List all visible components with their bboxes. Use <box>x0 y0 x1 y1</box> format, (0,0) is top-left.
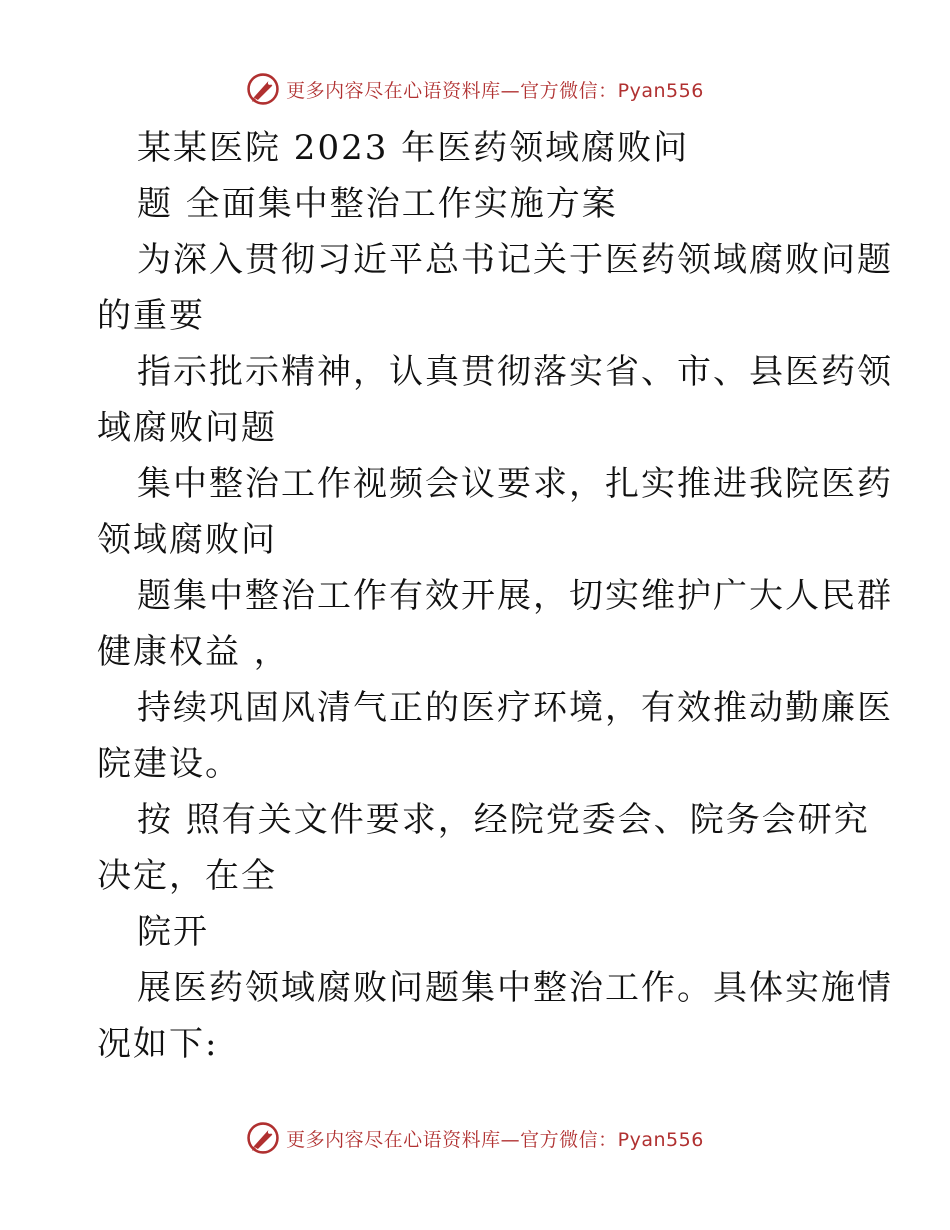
doc-paragraph-line: 按 照有关文件要求，经院党委会、院务会研究 <box>137 800 870 840</box>
watermark-text: 更多内容尽在心语资料库—官方微信：Pyan556 <box>286 1128 704 1151</box>
doc-paragraph-line: 集中整治工作视频会议要求，扎实推进我院医药 <box>137 464 893 504</box>
doc-paragraph-line: 决定，在全 <box>97 856 277 896</box>
doc-paragraph-line: 为深入贯彻习近平总书记关于医药领域腐败问题 <box>137 240 893 280</box>
doc-title-line-1: 某某医院 2023 年医药领域腐败问 <box>137 128 690 168</box>
doc-title-line-2: 题 全面集中整治工作实施方案 <box>137 184 618 224</box>
watermark-text: 更多内容尽在心语资料库—官方微信：Pyan556 <box>286 79 704 102</box>
pen-logo-icon <box>246 72 280 106</box>
doc-paragraph-line: 况如下: <box>97 1024 219 1064</box>
doc-paragraph-line: 展医药领域腐败问题集中整治工作。具体实施情 <box>137 968 893 1008</box>
doc-paragraph-line: 域腐败问题 <box>97 408 277 448</box>
doc-paragraph-line: 的重要 <box>97 296 205 336</box>
document-body <box>97 120 893 1072</box>
doc-paragraph-line: 指示批示精神，认真贯彻落实省、市、县医药领 <box>137 352 893 392</box>
doc-paragraph-line: 领域腐败问 <box>97 520 277 560</box>
doc-paragraph-line: 院开 <box>137 912 209 952</box>
watermark-header <box>0 72 950 106</box>
doc-paragraph-line: 健康权益 ， <box>97 632 290 672</box>
watermark-footer <box>0 1121 950 1155</box>
doc-paragraph-line: 持续巩固风清气正的医疗环境，有效推动勤廉医 <box>137 688 893 728</box>
pen-logo-icon <box>246 1121 280 1155</box>
doc-paragraph-line: 院建设。 <box>97 744 241 784</box>
doc-paragraph-line: 题集中整治工作有效开展，切实维护广大人民群 <box>137 576 893 616</box>
